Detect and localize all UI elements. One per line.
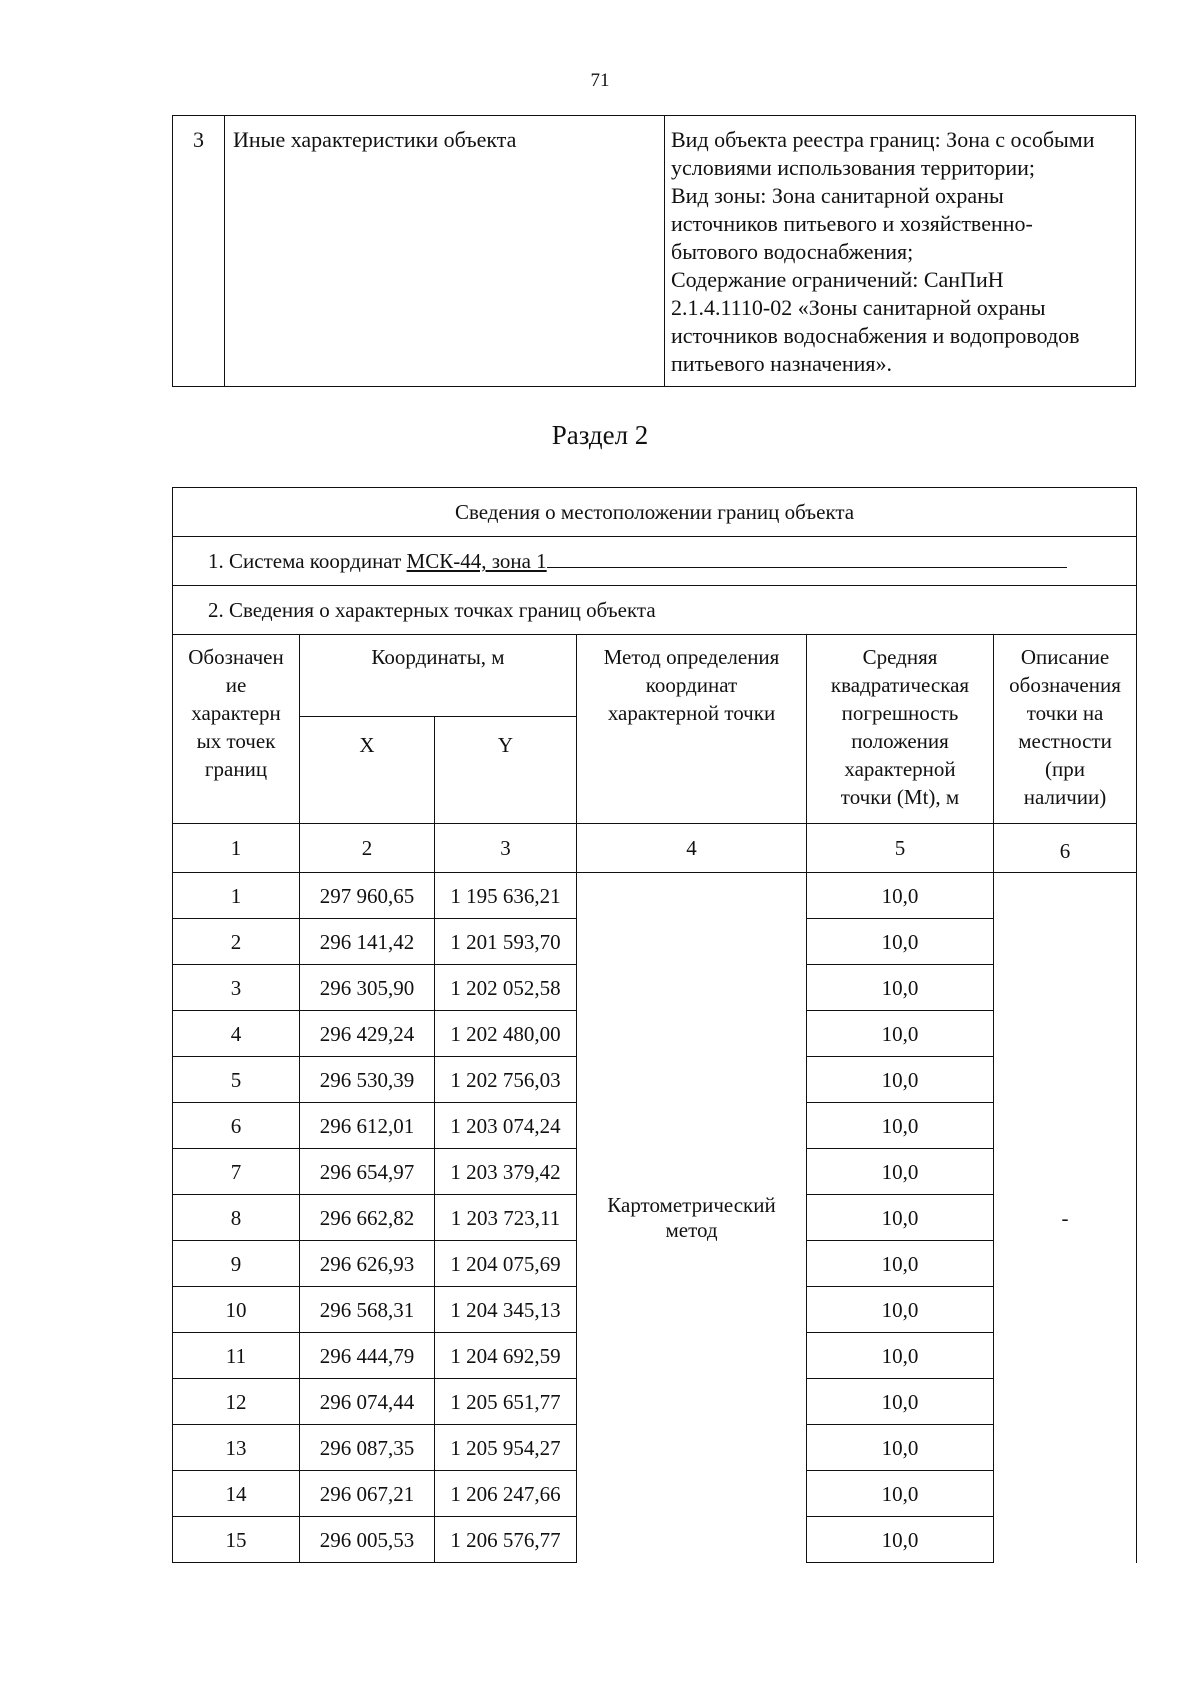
header-line: координат [645, 673, 738, 697]
coord-x: 296 074,44 [300, 1379, 435, 1425]
table-title: Сведения о местоположении границ объекта [173, 488, 1137, 537]
point-number: 12 [173, 1379, 300, 1425]
coord-y: 1 201 593,70 [435, 919, 577, 965]
coord-y: 1 206 576,77 [435, 1517, 577, 1563]
value-line: источников питьевого и хозяйственно- [671, 211, 1033, 236]
value-line: бытового водоснабжения; [671, 239, 914, 264]
coord-y: 1 205 954,27 [435, 1425, 577, 1471]
coord-x: 296 305,90 [300, 965, 435, 1011]
header-line: местности [1018, 729, 1112, 753]
method-line: Картометрический [607, 1192, 776, 1217]
coord-y: 1 204 345,13 [435, 1287, 577, 1333]
coord-x: 296 429,24 [300, 1011, 435, 1057]
boundary-points-table [172, 487, 1137, 1563]
point-number: 4 [173, 1011, 300, 1057]
points-title: 2. Сведения о характерных точках границ объекта [173, 586, 1137, 635]
coord-y: 1 202 756,03 [435, 1057, 577, 1103]
coord-y: 1 203 723,11 [435, 1195, 577, 1241]
point-number: 11 [173, 1333, 300, 1379]
mean-error: 10,0 [807, 1333, 994, 1379]
characteristic-label: Иные характеристики объекта [225, 116, 665, 387]
header-line: Обозначен [188, 645, 284, 669]
header-line: погрешность [841, 701, 959, 725]
header-line: Метод определения [603, 645, 780, 669]
point-number: 2 [173, 919, 300, 965]
coord-x: 296 654,97 [300, 1149, 435, 1195]
coord-y: 1 202 052,58 [435, 965, 577, 1011]
coord-system-prefix: 1. Система координат [208, 549, 407, 573]
point-number: 5 [173, 1057, 300, 1103]
value-line: питьевого назначения». [671, 351, 893, 376]
mean-error: 10,0 [807, 873, 994, 919]
coord-y: 1 206 247,66 [435, 1471, 577, 1517]
header-line: точки на [1026, 701, 1104, 725]
point-number: 9 [173, 1241, 300, 1287]
underline-filler [547, 547, 1067, 568]
value-line: 2.1.4.1110-02 «Зоны санитарной охраны [671, 295, 1046, 320]
coord-system-row [173, 537, 1137, 586]
mean-error: 10,0 [807, 1103, 994, 1149]
coord-y: 1 195 636,21 [435, 873, 577, 919]
points-title-row [173, 586, 1137, 635]
header-designation [173, 635, 300, 824]
mean-error: 10,0 [807, 1471, 994, 1517]
coord-system-value: МСК-44, зона 1 [406, 549, 547, 573]
mean-error: 10,0 [807, 1517, 994, 1563]
characteristic-value [665, 116, 1136, 387]
header-line: характерной [844, 757, 956, 781]
object-characteristics-table [172, 115, 1136, 387]
point-number: 7 [173, 1149, 300, 1195]
point-number: 10 [173, 1287, 300, 1333]
coord-x: 296 662,82 [300, 1195, 435, 1241]
header-line: точки (Mt), м [840, 785, 960, 809]
coord-x: 296 444,79 [300, 1333, 435, 1379]
coord-y: 1 205 651,77 [435, 1379, 577, 1425]
header-line: Средняя [862, 645, 938, 669]
point-number: 14 [173, 1471, 300, 1517]
value-line: Вид зоны: Зона санитарной охраны [671, 183, 1004, 208]
point-number: 8 [173, 1195, 300, 1241]
header-row [173, 635, 1137, 717]
mean-error: 10,0 [807, 1241, 994, 1287]
row-number: 3 [173, 116, 225, 387]
coord-x: 296 530,39 [300, 1057, 435, 1103]
coord-y: 1 204 692,59 [435, 1333, 577, 1379]
data-rows [173, 873, 1137, 1563]
mean-error: 10,0 [807, 919, 994, 965]
header-line: Описание [1020, 645, 1110, 669]
coord-y: 1 204 075,69 [435, 1241, 577, 1287]
table-title-row [173, 488, 1137, 537]
point-number: 6 [173, 1103, 300, 1149]
mean-error: 10,0 [807, 1379, 994, 1425]
coord-x: 296 087,35 [300, 1425, 435, 1471]
method-line: метод [665, 1217, 718, 1242]
header-line: обозначения [1009, 673, 1121, 697]
coord-x: 296 141,42 [300, 919, 435, 965]
column-number: 1 [173, 824, 300, 873]
point-number: 15 [173, 1517, 300, 1563]
header-method [577, 635, 807, 824]
header-line: положения [851, 729, 949, 753]
mean-error: 10,0 [807, 1057, 994, 1103]
coord-y: 1 203 074,24 [435, 1103, 577, 1149]
mean-error: 10,0 [807, 1425, 994, 1471]
coord-x: 296 612,01 [300, 1103, 435, 1149]
column-numbers-row [173, 824, 1137, 873]
mean-error: 10,0 [807, 1149, 994, 1195]
coord-y: 1 203 379,42 [435, 1149, 577, 1195]
header-x: X [300, 717, 435, 824]
coord-x: 296 005,53 [300, 1517, 435, 1563]
column-number: 4 [577, 824, 807, 873]
method-cell [577, 873, 807, 1563]
value-line: источников водоснабжения и водопроводов [671, 323, 1080, 348]
mean-error: 10,0 [807, 965, 994, 1011]
point-number: 3 [173, 965, 300, 1011]
value-line: Вид объекта реестра границ: Зона с особыми [671, 127, 1095, 152]
header-line: ых точек [196, 729, 276, 753]
coord-x: 296 568,31 [300, 1287, 435, 1333]
coord-x: 296 067,21 [300, 1471, 435, 1517]
value-line: Содержание ограничений: СанПиН [671, 267, 1004, 292]
mean-error: 10,0 [807, 1195, 994, 1241]
header-line: границ [204, 757, 268, 781]
column-number: 5 [807, 824, 994, 873]
column-number: 2 [300, 824, 435, 873]
point-number: 1 [173, 873, 300, 919]
coord-y: 1 202 480,00 [435, 1011, 577, 1057]
header-line: квадратическая [830, 673, 970, 697]
column-number: 6 [994, 824, 1137, 873]
value-line: условиями использования территории; [671, 155, 1035, 180]
header-line: характерной точки [607, 701, 776, 725]
header-y: Y [435, 717, 577, 824]
header-coordinates: Координаты, м [300, 635, 577, 717]
header-line: (при [1045, 757, 1086, 781]
header-description [994, 635, 1137, 824]
table-row [173, 116, 1136, 387]
coord-system [173, 537, 1137, 586]
coord-x: 297 960,65 [300, 873, 435, 919]
mean-error: 10,0 [807, 1011, 994, 1057]
header-line: ие [225, 673, 247, 697]
header-line: наличии) [1023, 785, 1107, 809]
table-row [173, 873, 1137, 919]
header-line: характерн [191, 701, 281, 725]
coord-x: 296 626,93 [300, 1241, 435, 1287]
page-number: 71 [590, 70, 610, 91]
mean-error: 10,0 [807, 1287, 994, 1333]
description-cell: - [994, 873, 1137, 1563]
column-number: 3 [435, 824, 577, 873]
section-title: Раздел 2 [551, 420, 649, 450]
point-number: 13 [173, 1425, 300, 1471]
header-error [807, 635, 994, 824]
